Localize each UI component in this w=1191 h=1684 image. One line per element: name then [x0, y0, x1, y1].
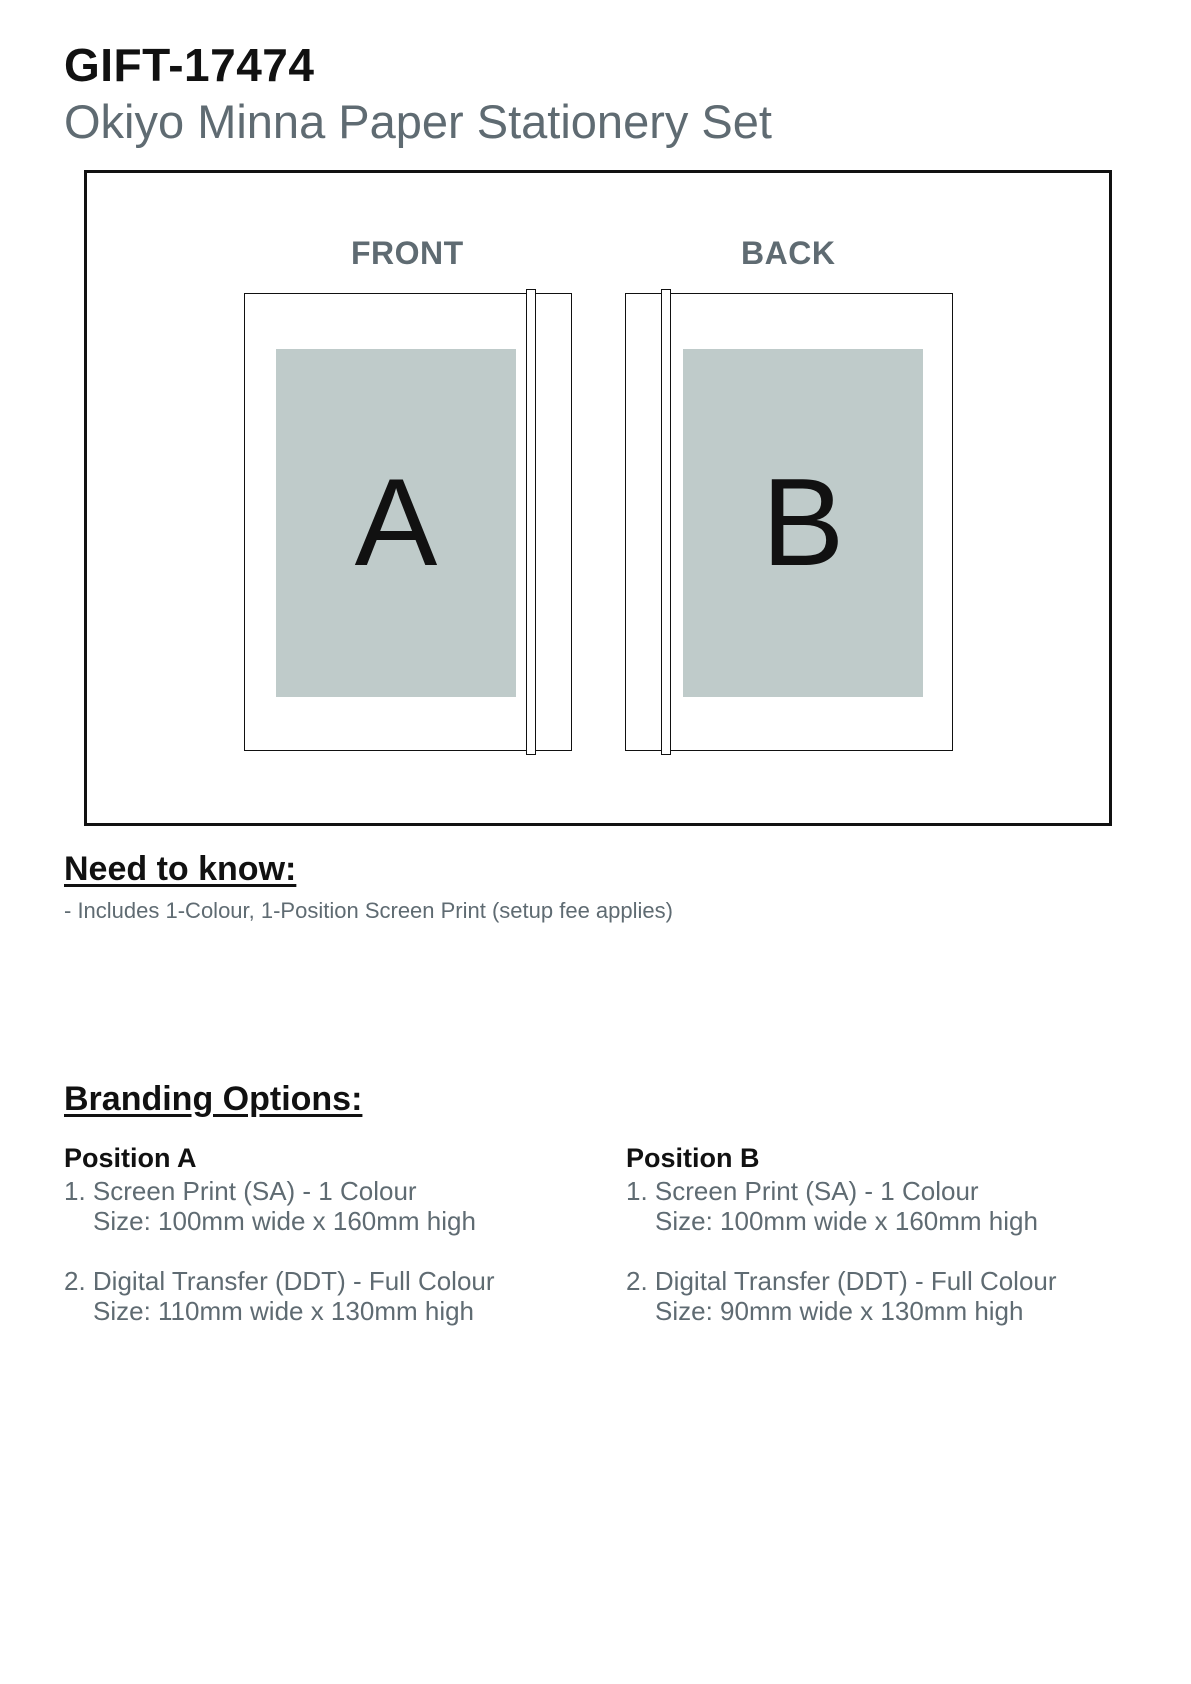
front-view-label: FRONT	[351, 235, 464, 271]
diagram-frame	[84, 170, 1112, 826]
option-size: Size: 90mm wide x 130mm high	[655, 1296, 1024, 1327]
print-area-position-b	[683, 349, 923, 697]
option-name: 2. Digital Transfer (DDT) - Full Colour	[64, 1266, 495, 1297]
position-b-title: Position B	[626, 1143, 760, 1173]
print-area-position-a	[276, 349, 516, 697]
option-size: Size: 100mm wide x 160mm high	[655, 1206, 1038, 1237]
position-a-title: Position A	[64, 1143, 197, 1173]
position-a-letter: A	[354, 454, 438, 592]
product-code: GIFT-17474	[64, 39, 315, 91]
option-name: 1. Screen Print (SA) - 1 Colour	[626, 1176, 979, 1207]
position-b-letter: B	[761, 454, 845, 592]
option-name: 2. Digital Transfer (DDT) - Full Colour	[626, 1266, 1057, 1297]
position-a-option-1	[64, 1176, 584, 1236]
position-b-option-1	[626, 1176, 1146, 1236]
option-name: 1. Screen Print (SA) - 1 Colour	[64, 1176, 417, 1207]
branding-position-a	[64, 1142, 584, 1326]
option-size: Size: 110mm wide x 130mm high	[93, 1296, 475, 1327]
position-a-option-2	[64, 1266, 584, 1326]
option-size: Size: 100mm wide x 160mm high	[93, 1206, 476, 1237]
product-name: Okiyo Minna Paper Stationery Set	[64, 95, 772, 148]
need-to-know-heading: Need to know:	[64, 850, 297, 888]
position-b-option-2	[626, 1266, 1146, 1326]
branding-position-b	[626, 1142, 1146, 1326]
notebook-back-elastic-band	[661, 289, 671, 755]
back-view-label: BACK	[741, 235, 836, 271]
need-to-know-item: - Includes 1-Colour, 1-Position Screen Print (setup fee applies)	[64, 898, 673, 923]
notebook-front-elastic-band	[526, 289, 536, 755]
branding-options-heading: Branding Options:	[64, 1080, 363, 1118]
